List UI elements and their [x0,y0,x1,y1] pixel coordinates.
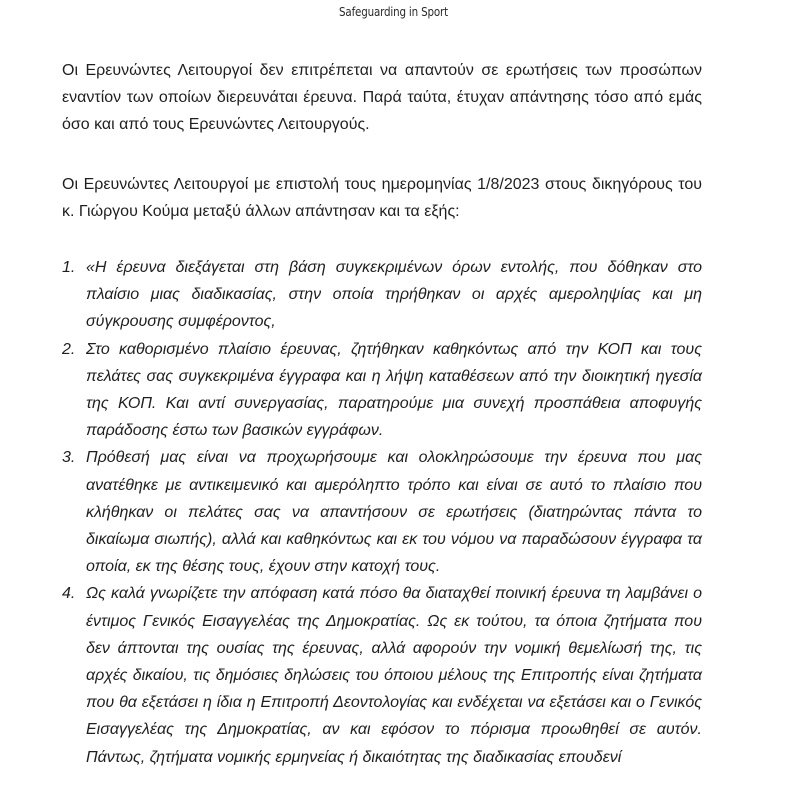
list-item-number: 3. [62,449,76,467]
letter-paragraph: Οι Ερευνώντες Λειτουργοί με επιστολή τους ημερομηνίας 1/8/2023 στους δικηγόρους του κ. Γιώργου Κούμα μεταξύ άλλων απάντησαν και τα εξής: [62,176,702,220]
page-header: Safeguarding in Sport [339,5,448,19]
list-item-text: «Η έρευνα διεξάγεται στη βάση συγκεκριμένων όρων εντολής, που δόθηκαν στο πλαίσιο μιας διαδικασίας, στην οποία τηρήθηκαν οι αρχές αμεροληψίας και μη σύγκρουσης συμφέροντος, [86,259,702,331]
list-item-number: 4. [62,585,76,603]
list-item [62,336,702,445]
list-item-text: Ως καλά γνωρίζετε την απόφαση κατά πόσο θα διαταχθεί ποινική έρευνα τη λαμβάνει ο έντιμος Γενικός Εισαγγελέας της Δημοκρατίας. Ως εκ τούτου, τα όποια ζητήματα που δεν άπτονται της ουσίας της έρευνας, αλλά αφορούν την νομική θεμελίωσή της, τις αρχές δικαίου, τις δημόσιες δηλώσεις του όποιου μέλους της Επιτροπής είναι ζητήματα που θα εξετάσει η ίδια η Επιτροπή Δεοντολογίας και ενδέχεται να εξετάσει και ο Γενικός Εισαγγελέας της Δημοκρατίας, αν και εφόσον το πόρισμα προωθηθεί σε αυτόν. Πάντως, ζητήματα νομικής ερμηνείας ή δικαιότητας της διαδικασίας επουδενί [86,585,702,766]
list-item-text: Στο καθορισμένο πλαίσιο έρευνας, ζητήθηκαν καθηκόντως από την ΚΟΠ και τους πελάτες σας συγκεκριμένα έγγραφα και η λήψη καταθέσεων από την διοικητική ηγεσία της ΚΟΠ. Και αντί συνεργασίας, παρατηρούμε μια συνεχή προσπάθεια αποφυγής παράδοσης έστω των βασικών εγγράφων. [86,340,702,440]
intro-paragraph: Οι Ερευνώντες Λειτουργοί δεν επιτρέπεται να απαντούν σε ερωτήσεις των προσώπων εναντίον των οποίων διερευνάται έρευνα. Παρά ταύτα, έτυχαν απάντησης τόσο από εμάς όσο και από τους Ερευνώντες Λειτουργούς. [62,62,702,133]
list-item [62,580,702,770]
list-item [62,444,702,580]
list-item-number: 2. [62,340,76,358]
list-item [62,254,702,336]
quoted-response-list [62,254,702,771]
list-item-number: 1. [62,259,76,276]
list-item-text: Πρόθεσή μας είναι να προχωρήσουμε και ολοκληρώσουμε την έρευνα που μας ανατέθηκε με αντικειμενικό και αμερόληπτο τρόπο και είναι σε αυτό το πλαίσιο που κλήθηκαν οι πελάτες σας να απαντήσουν σε ερωτήσεις (διατηρώντας πάντα το δικαίωμα σιωπής), αλλά και καθηκόντως και εκ του νόμου να παραδώσουν έγγραφα τα οποία, εκ της θέσης τους, έχουν στην κατοχή τους. [86,449,702,576]
